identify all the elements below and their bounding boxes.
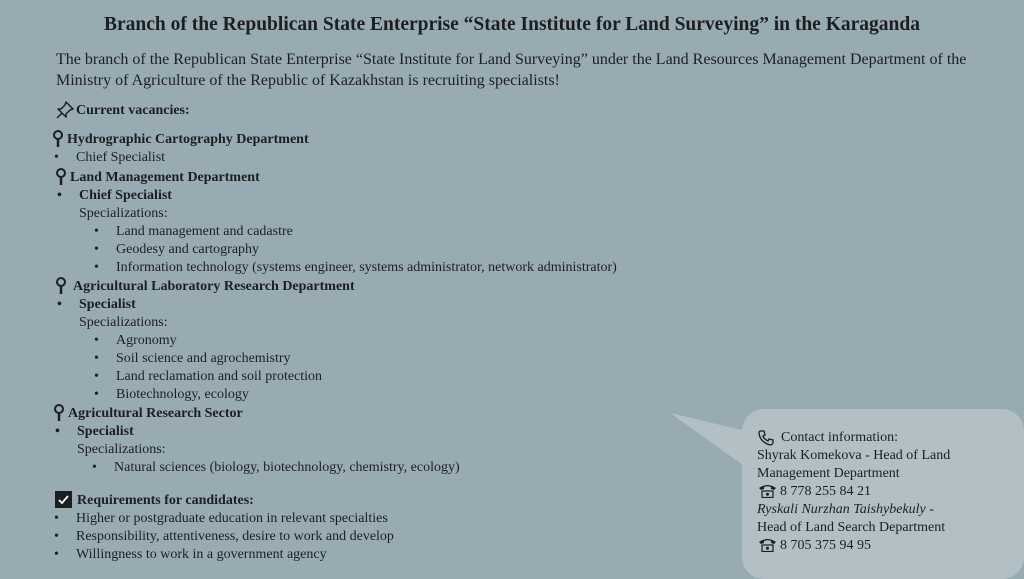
position-agrosector: • Specialist xyxy=(77,423,134,441)
spec-item: • Biotechnology, ecology xyxy=(116,386,249,404)
spec-label-land: Specializations: xyxy=(79,206,168,221)
dept-land-management: Land Management Department xyxy=(70,170,260,185)
magnifier-icon xyxy=(55,277,67,295)
dept-agri-sector: Agricultural Research Sector xyxy=(68,406,243,421)
contact-person1-line1: Shyrak Komekova - Head of Land xyxy=(757,448,951,463)
magnifier-icon xyxy=(53,404,65,422)
pushpin-icon xyxy=(56,101,74,119)
checkbox-icon xyxy=(55,491,72,508)
magnifier-icon xyxy=(52,130,64,148)
phone-handset-icon xyxy=(758,430,774,446)
intro-text: The branch of the Republican State Enterprise “State Institute for Land Surveying” under the Land Resources Management Department of the Ministry of Agriculture of the Republic of Kazakhstan is recruiting specialists! xyxy=(56,51,967,89)
dept-hydrographic: Hydrographic Cartography Department xyxy=(67,132,309,147)
spec-item: • Soil science and agrochemistry xyxy=(116,350,291,368)
position-land: • Chief Specialist xyxy=(79,187,172,205)
magnifier-icon xyxy=(55,168,67,186)
position-hydro: • Chief Specialist xyxy=(76,149,165,167)
contact-phone1[interactable]: 8 778 255 84 21 xyxy=(780,484,871,499)
contact-heading: Contact information: xyxy=(781,430,899,445)
spec-item: • Agronomy xyxy=(116,332,177,350)
contact-phone2[interactable]: 8 705 375 94 95 xyxy=(780,538,871,553)
telephone-icon xyxy=(758,484,777,498)
spec-item: • Information technology (systems engineer, systems administrator, network administrator) xyxy=(116,259,617,277)
spec-item: • Natural sciences (biology, biotechnology, chemistry, ecology) xyxy=(114,459,460,477)
requirement-item: • Willingness to work in a government agency xyxy=(76,546,327,564)
telephone-icon xyxy=(758,538,777,552)
spec-item: • Land reclamation and soil protection xyxy=(116,368,322,386)
spec-label-agrolab: Specializations: xyxy=(79,315,168,330)
contact-person2-line1: Ryskali Nurzhan Taishybekuly - xyxy=(757,502,934,517)
requirement-item: • Responsibility, attentiveness, desire to work and develop xyxy=(76,528,394,546)
spec-label-agrosector: Specializations: xyxy=(77,442,166,457)
position-agrolab: • Specialist xyxy=(79,296,136,314)
page-title: Branch of the Republican State Enterprise “State Institute for Land Surveying” in the Karaganda xyxy=(104,14,920,35)
contact-person1-line2: Management Department xyxy=(757,466,900,481)
contact-person2-line2: Head of Land Search Department xyxy=(757,520,946,535)
requirement-item: • Higher or postgraduate education in relevant specialties xyxy=(76,510,388,528)
spec-item: • Land management and cadastre xyxy=(116,223,293,241)
vacancies-heading: Current vacancies: xyxy=(76,103,190,118)
dept-agri-lab: Agricultural Laboratory Research Department xyxy=(73,279,355,294)
spec-item: • Geodesy and cartography xyxy=(116,241,259,259)
requirements-heading: Requirements for candidates: xyxy=(77,493,254,508)
